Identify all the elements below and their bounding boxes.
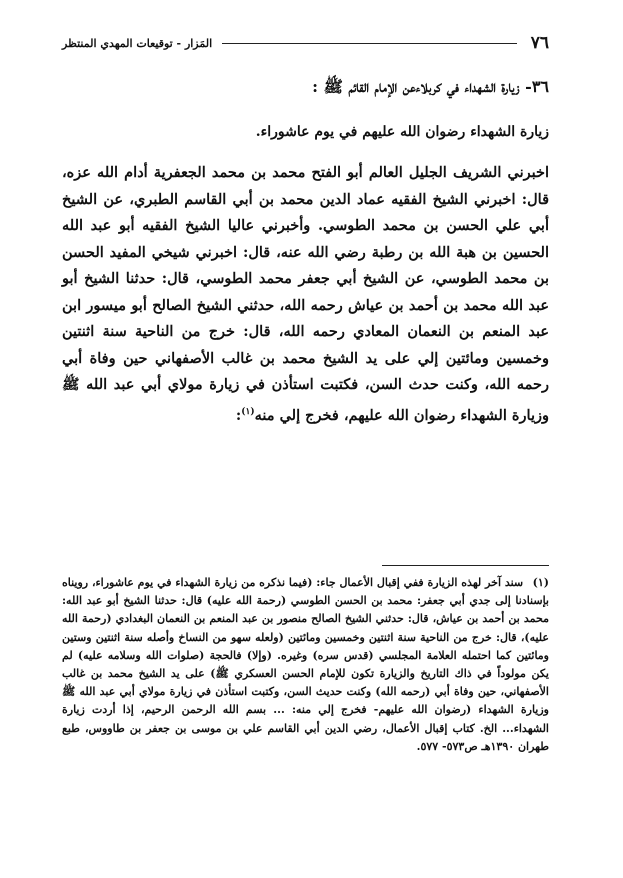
body-ending: : xyxy=(235,406,242,424)
footnote-text: سند آخر لهذه الزيارة ففي إقبال الأعمال جاء: (فيما نذكره من زيارة الشهداء في يوم عاشوراء، رويناه بإسنادنا إلى جدي أبي جعفر: محمد بن الحسن الطوسي (رحمة الله عليه) قال: حدثنا الشيخ أبو عبد الله: محمد بن أحمد بن عياش، قال: حدثني الشيخ الصالح منصور بن عبد المنعم بن النعمان البغدادي (رحمة الله عليه)، قال: خرج من الناحية سنة اثنتين وخمسين ومائتين (ولعله سهو من النساخ وأصله سنة اثنتين وستين ومائتين كما احتمله العلامة المجلسي (قدس سره) وغيره. (وإلا) فالحجة (صلوات الله وسلامه عليه) لم يكن مولوداً في ذاك التاريخ والزيارة تكون للإمام الحسن العسكري ﷺ) على يد الشيخ محمد بن غالب الأصفهاني، حين وفاة أبي (رحمه الله) وكنت حديث السن، وكتبت استأذن في زيارة مولاي أبي عبد الله ﷺ وزيارة الشهداء (رضوان الله عليهم- فخرج إلي منه: ... بسم الله الرحمن الرحيم، إذا أردت زيارة الشهداء... الخ. كتاب إقبال الأعمال، رضي الدين أبي القاسم علي بن موسى بن جعفر بن طاووس، طبع طهران ١٣٩٠هـ ص٥٧٣- ٥٧٧. xyxy=(62,576,549,753)
footnote-separator xyxy=(382,565,549,566)
footnote-marker: (١) xyxy=(532,576,549,589)
section-heading: ٣٦- زيارة الشهداء في كربلاءعن الإمام القائم ﷺ : xyxy=(312,77,549,96)
page-number: ٧٦ xyxy=(530,33,549,53)
footnote-reference[interactable]: (١) xyxy=(241,406,255,417)
header-rule xyxy=(222,43,517,44)
footnote xyxy=(62,574,549,756)
section-subheading: زيارة الشهداء رضوان الله عليهم في يوم عاشوراء. xyxy=(255,124,549,140)
book-title: المَزار - توقيعات المهدي المنتظر xyxy=(62,36,213,50)
running-header xyxy=(62,30,549,56)
body-paragraph xyxy=(62,160,549,429)
body-text: اخبرني الشريف الجليل العالم أبو الفتح محمد بن محمد الجعفرية أدام الله عزه، قال: اخبرني الشيخ الفقيه عماد الدين محمد بن أبي القاسم الطبري، عن الشيخ أبي علي الحسن بن محمد الطوسي. وأخبرني عاليا الشيخ الفقيه أبو عبد الله الحسين بن هبة الله بن رطبة رضي الله عنه، قال: اخبرني شيخي المفيد الحسن بن محمد الطوسي، عن الشيخ أبي جعفر محمد الطوسي، قال: حدثنا الشيخ أبو عبد الله محمد بن أحمد بن عياش رحمه الله، حدثني الشيخ الصالح أبو ميسور ابن عبد المنعم بن النعمان المعادي رحمه الله، قال: خرج من الناحية سنة اثنتين وخمسين ومائتين إلي على يد الشيخ محمد بن غالب الأصفهاني حين وفاة أبي رحمه الله، وكنت حدث السن، فكتبت استأذن في زيارة مولاي أبي عبد الله ﷺ وزيارة الشهداء رضوان الله عليهم، فخرج إلي منه xyxy=(62,164,549,424)
